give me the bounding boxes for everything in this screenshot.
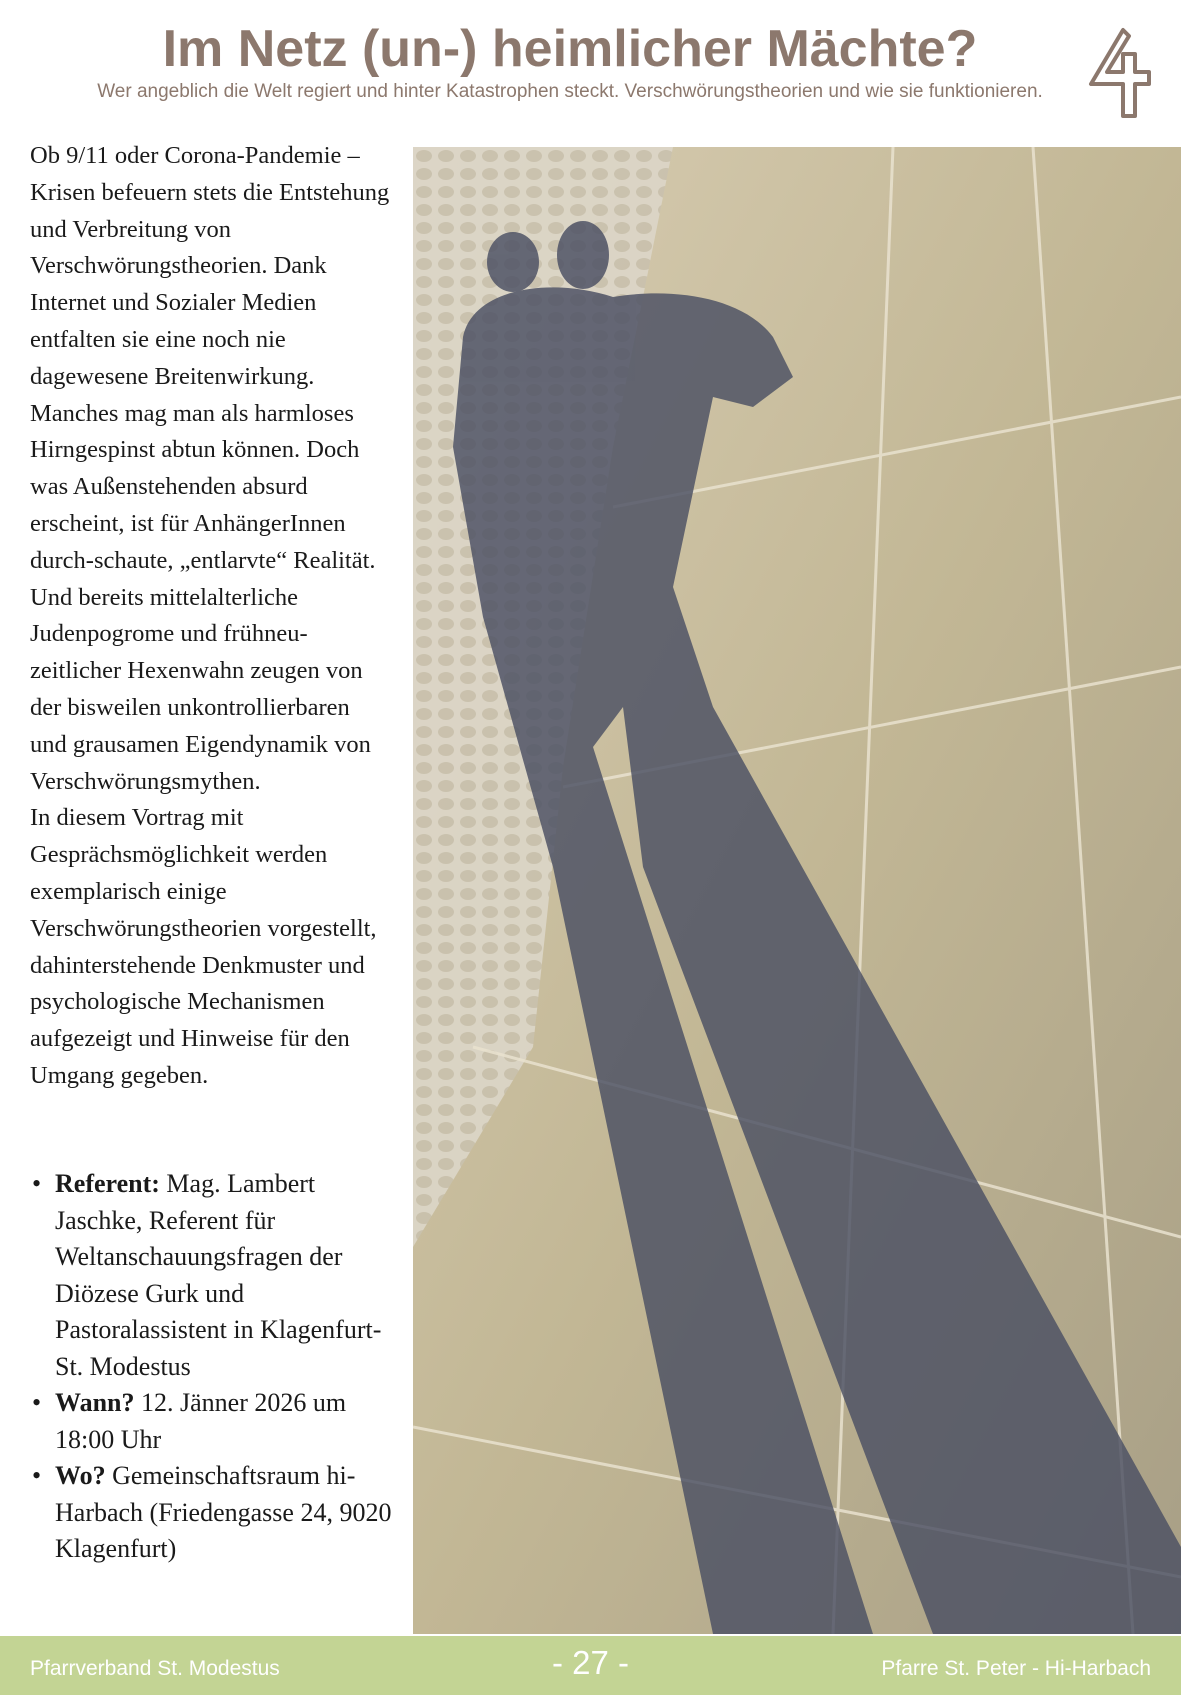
speaker-value: Mag. Lambert Jaschke, Referent für Weltanschauungsfragen der Diözese Gurk und Pastoralassistent in Klagenfurt-St. Modestus (55, 1169, 382, 1381)
page-title: Im Netz (un-) heimlicher Mächte? (162, 20, 978, 78)
number-four-cross-icon (1085, 26, 1155, 120)
page-number: - 27 - (551, 1644, 630, 1681)
when-value: 12. Jänner 2026 um 18:00 Uhr (55, 1388, 347, 1454)
shadow-photo (413, 147, 1181, 1634)
where-label: Wo? (55, 1461, 106, 1490)
list-item-speaker: • Referent: Mag. Lambert Jaschke, Referent für Weltanschauungsfragen der Diözese Gurk und Pastoralassistent in Klagenfurt-St. Modestus (32, 1169, 382, 1381)
article-body (30, 138, 392, 1095)
list-item-where: • Wo? Gemeinschaftsraum hi-Harbach (Friedengasse 24, 9020 Klagenfurt) (32, 1461, 392, 1563)
speaker-label: Referent: (55, 1169, 160, 1198)
footer-parish: Pfarre St. Peter - Hi-Harbach (881, 1657, 1151, 1680)
page-subtitle: Wer angeblich die Welt regiert und hinter Katastrophen steckt. Verschwörungstheorien und wie sie funktionieren. (97, 81, 1043, 102)
event-details-list (30, 1166, 392, 1568)
when-label: Wann? (55, 1388, 135, 1417)
where-value: Gemeinschaftsraum hi-Harbach (Friedengasse 24, 9020 Klagenfurt) (55, 1461, 392, 1563)
article-paragraph-lecture: In diesem Vortrag mit Gesprächsmöglichkeit werden exemplarisch einige Verschwörungstheorien vorgestellt, dahinterstehende Denkmuster und psychologische Mechanismen aufgezeigt und Hinweise für den Umgang gegeben. (30, 804, 377, 1089)
footer-parish-association: Pfarrverband St. Modestus (30, 1657, 280, 1680)
page-footer (0, 1636, 1181, 1695)
list-item-when: • Wann? 12. Jänner 2026 um 18:00 Uhr (32, 1388, 347, 1454)
article-paragraph-intro: Ob 9/11 oder Corona-Pandemie – Krisen befeuern stets die Entstehung und Verbreitung von Verschwörungstheorien. Dank Internet und Sozialer Medien entfalten sie eine noch nie dagewesene Breitenwirkung. Manches mag man als harmloses Hirngespinst abtun können. Doch was Außenstehenden absurd erscheint, ist für AnhängerInnen durch-schaute, „entlarvte“ Realität. Und bereits mittelalterliche Judenpogrome und frühneu-zeitlicher Hexenwahn zeugen von der bisweilen unkontrollierbaren und grausamen Eigendynamik von Verschwörungsmythen. (30, 142, 390, 795)
